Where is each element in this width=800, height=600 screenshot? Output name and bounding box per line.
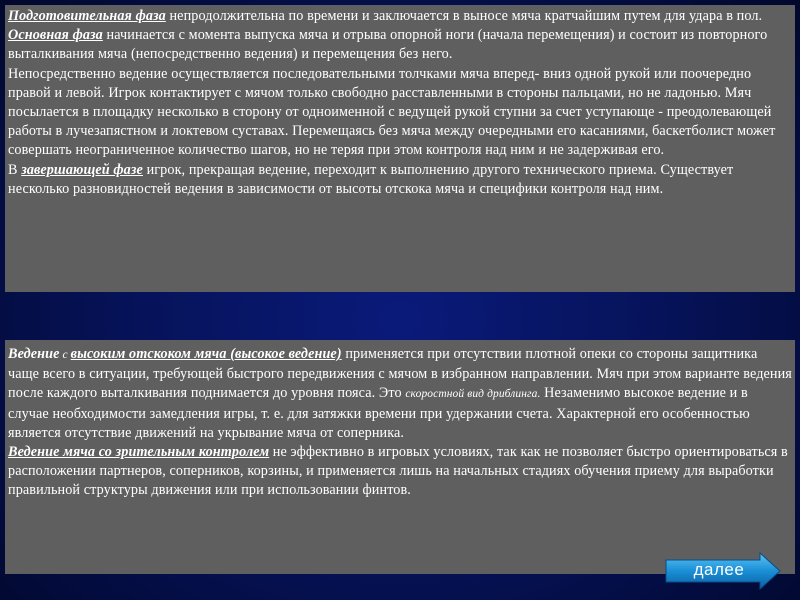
next-button-label: далее bbox=[693, 560, 745, 579]
paragraph-preparatory-phase bbox=[8, 7, 792, 26]
next-button[interactable] bbox=[664, 552, 782, 590]
high-dribble-text: применяется при отсутствии плотной опеки со стороны защитника чаще всего в ситуации, требующей быстрого передвижения с мячом в избранном направлении. Мяч при этом варианте ведения после каждого выталкивания поднимается до уровня пояса. Это bbox=[8, 346, 792, 402]
main-phase-text: начинается с момента выпуска мяча и отрыва опорной ноги (начала перемещения) и состоит из повторного выталкивания мяча (непосредственно ведения) и перемещения без него. bbox=[8, 27, 768, 63]
high-dribble-italic: скоростной вид дриблинга. bbox=[405, 388, 541, 401]
final-phase-text: игрок, прекращая ведение, переходит к выполнению другого технического приема. Существует несколько разновидностей ведения в зависимости от высоты отскока мяча и специфики контроля над ним. bbox=[8, 161, 734, 197]
visual-control-dribble-text: не эффективно в игровых условиях, так как не позволяет быстро ориентироваться в расположении партнеров, соперников, корзины, и применяется лишь на начальных стадиях обучения приему для выработки правильной структуры движения или при использовании финтов. bbox=[8, 444, 788, 499]
dribbling-description-text: Непосредственно ведение осуществляется последовательными толчками мяча вперед- вниз одной рукой или поочередно правой и левой. Игрок контактирует с мячом только свободно расставленными в стороны пальцами, но не ладонью. Мяч посылается в площадку несколько в сторону от одноименной с ведущей рукой ступни за счет уступающе - преодолевающей работы в лучезапястном и локтевом суставах. Перемещаясь без мяча между очередными его касаниями, баскетболист может совершать неограниченное количество шагов, но не теряя при этом контроля над ним и не задерживая его. bbox=[8, 65, 776, 159]
term-high-dribble-a: Ведение bbox=[8, 346, 60, 362]
high-dribble-text-2: Незаменимо высокое ведение и в случае необходимости замедления игры, т. е. для затяжки времени при удержании счета. Характерной его особенностью является отсутствие движений на укрывание мяча от соперника. bbox=[8, 385, 750, 441]
term-preparatory-phase: Подготовительная фаза bbox=[8, 8, 166, 24]
paragraph-main-phase bbox=[8, 26, 792, 64]
term-final-phase: завершающей фазе bbox=[21, 161, 143, 178]
term-main-phase: Основная фаза bbox=[8, 27, 103, 44]
phases-text-block bbox=[8, 7, 792, 199]
term-high-dribble-b: с bbox=[59, 349, 71, 361]
paragraph-dribbling-description bbox=[8, 65, 792, 161]
dribbling-types-text-block bbox=[8, 345, 792, 501]
paragraph-final-phase bbox=[8, 161, 792, 199]
preparatory-phase-text: непродолжительна по времени и заключается в выносе мяча кратчайшим путем для удара в пол. bbox=[165, 8, 763, 24]
term-high-dribble-c: высоким отскоком мяча (высокое ведение) bbox=[70, 346, 342, 362]
paragraph-visual-control-dribble bbox=[8, 443, 792, 501]
final-phase-prefix: В bbox=[8, 161, 22, 178]
paragraph-high-dribble bbox=[8, 345, 792, 443]
term-visual-control-dribble: Ведение мяча со зрительным контролем bbox=[8, 444, 270, 461]
